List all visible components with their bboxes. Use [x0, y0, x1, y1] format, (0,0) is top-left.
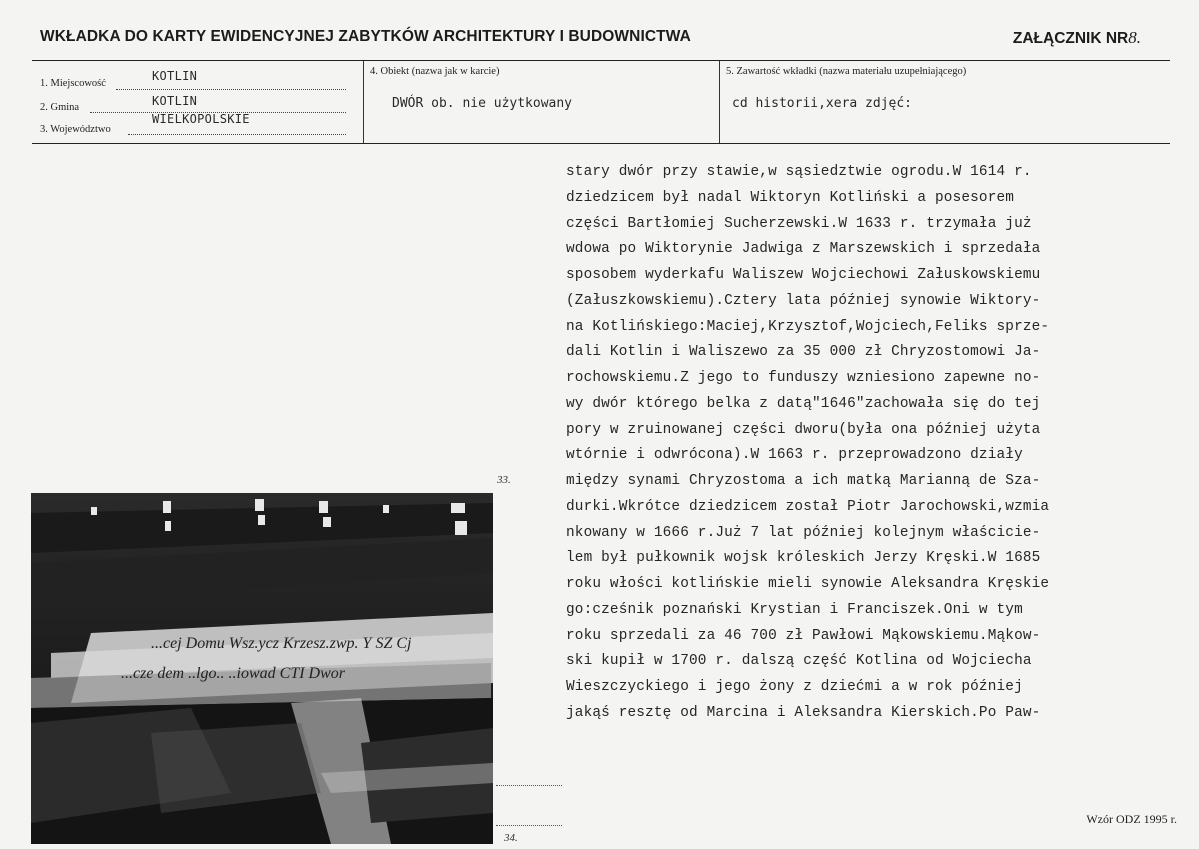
history-text-line: wy dwór którego belka z datą"1646"zachowała się do tej: [566, 395, 1041, 412]
history-text-line: dziedzicem był nadal Wiktoryn Kotliński a posesorem: [566, 189, 1015, 206]
photo-number-bottom: 34.: [504, 832, 518, 844]
gmina-value: KOTLIN: [152, 94, 198, 108]
history-text-line: jakąś resztę od Marcina i Aleksandra Kierskich.Po Paw-: [566, 704, 1041, 721]
column-divider: [363, 61, 364, 143]
photo-number-top: 33.: [497, 474, 511, 486]
zawartosc-value: cd historii,xera zdjęć:: [732, 96, 913, 111]
attachment-number: [1013, 28, 1141, 48]
history-text: [566, 160, 1156, 727]
miejscowosc-value: KOTLIN: [152, 69, 198, 83]
history-text-line: durki.Wkrótce dziedzicem został Piotr Jarochowski,wzmia: [566, 498, 1050, 515]
history-text-line: Wieszczyckiego i jego żony z dziećmi a w rok później: [566, 679, 1023, 695]
wojewodztwo-label: 3. Województwo: [40, 124, 111, 135]
history-text-line: nkowany w 1666 r.Już 7 lat później kolejnym właścicie-: [566, 524, 1041, 541]
history-text-line: lem był pułkownik wojsk króleskich Jerzy Kręski.W 1685: [566, 550, 1041, 567]
attachment-number-value: 8.: [1128, 28, 1141, 47]
miejscowosc-label: 1. Miejscowość: [40, 78, 106, 89]
history-text-line: go:cześnik poznański Krystian i Franciszek.Oni w tym: [566, 601, 1023, 618]
document-title: WKŁADKA DO KARTY EWIDENCYJNEJ ZABYTKÓW ARCHITEKTURY I BUDOWNICTWA: [40, 28, 691, 45]
form-template-note: Wzór ODZ 1995 r.: [1086, 812, 1177, 826]
history-text-line: wdowa po Wiktorynie Jadwiga z Marszewskich i sprzedała: [566, 241, 1041, 258]
photo-caption-dots: [496, 825, 562, 826]
beam-inscription-1: ...cej Domu Wsz.ycz Krzesz.zwp. Y SZ Cj: [151, 635, 412, 652]
history-text-line: roku włości kotlińskie mieli synowie Aleksandra Kręskie: [566, 576, 1050, 592]
wojewodztwo-value: WIELKOPOLSKIE: [152, 112, 250, 126]
history-text-line: roku sprzedali za 46 700 zł Pawłowi Mąkowskiemu.Mąkow-: [566, 627, 1041, 644]
form-header-box: [32, 60, 1170, 144]
history-text-line: części Bartłomiej Sucherzewski.W 1633 r. trzymała już: [566, 215, 1032, 232]
history-text-line: ski kupił w 1700 r. dalszą część Kotlina od Wojciecha: [566, 653, 1032, 670]
gmina-label: 2. Gmina: [40, 102, 80, 113]
column-divider: [719, 61, 720, 143]
beam-inscription-2: ...cze dem ..lgo.. ..iowad CTI Dwor: [121, 665, 345, 682]
history-text-line: sposobem wyderkafu Waliszew Wojciechowi Załuskowskiemu: [566, 267, 1041, 283]
photo-ceiling-beam: [31, 493, 493, 844]
attachment-label: ZAŁĄCZNIK NR: [1012, 30, 1129, 47]
history-text-line: stary dwór przy stawie,w sąsiedztwie ogrodu.W 1614 r.: [566, 164, 1032, 180]
history-text-line: (Załuszkowskiemu).Cztery lata później synowie Wiktory-: [566, 292, 1041, 309]
history-text-line: wtórnie i odwrócona).W 1663 r. przeprowadzono działy: [566, 447, 1023, 464]
history-text-line: na Kotlińskiego:Maciej,Krzysztof,Wojciech,Feliks sprze-: [566, 318, 1050, 335]
history-text-line: między synami Chryzostoma a ich matką Marianną de Sza-: [566, 473, 1041, 489]
history-text-line: dali Kotlin i Waliszewo za 35 000 zł Chryzostomowi Ja-: [566, 344, 1041, 361]
history-text-line: pory w zruinowanej części dworu(była ona później użyta: [566, 421, 1041, 438]
obiekt-value: DWÓR ob. nie użytkowany: [392, 96, 573, 111]
obiekt-label: 4. Obiekt (nazwa jak w karcie): [370, 66, 500, 77]
history-text-line: rochowskiemu.Z jego to funduszy wzniesiono zapewne no-: [566, 370, 1041, 386]
zawartosc-label: 5. Zawartość wkładki (nazwa materiału uzupełniającego): [726, 66, 967, 77]
photo-caption-dots: [496, 785, 562, 786]
wojewodztwo-dots: [128, 134, 346, 135]
miejscowosc-dots: [116, 89, 346, 90]
